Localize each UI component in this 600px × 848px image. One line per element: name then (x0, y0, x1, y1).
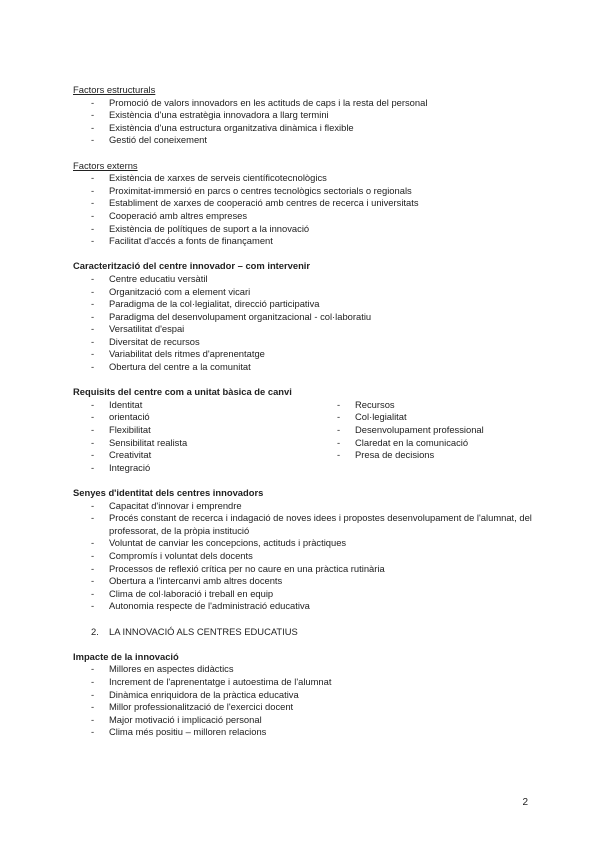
list-item: - Obertura del centre a la comunitat (73, 361, 533, 374)
section-characterization (73, 260, 533, 373)
list-item: - Creativitat (73, 449, 319, 462)
list-item: - Flexibilitat (73, 424, 319, 437)
list-item: - Centre educatiu versàtil (73, 273, 533, 286)
bullet-list-right (319, 399, 519, 475)
list-item: - Existència de polítiques de suport a la innovació (73, 223, 533, 236)
list-item: - Identitat (73, 399, 319, 412)
section-title: Requisits del centre com a unitat bàsica de canvi (73, 386, 292, 398)
section-title: Caracterització del centre innovador – com intervenir (73, 260, 311, 272)
list-item: - orientació (73, 411, 319, 424)
list-item: - Desenvolupament professional (319, 424, 519, 437)
list-item: - Organització com a element vicari (73, 286, 533, 299)
list-item: - Establiment de xarxes de cooperació amb centres de recerca i universitats (73, 197, 533, 210)
section-requirements (73, 386, 533, 474)
list-item: - Recursos (319, 399, 519, 412)
list-item: - Millores en aspectes didàctics (73, 663, 533, 676)
list-item: - Gestió del coneixement (73, 134, 533, 147)
numbered-heading (73, 626, 533, 639)
bullet-list (73, 663, 533, 739)
page-number: 2 (522, 797, 528, 808)
list-item: - Clima de col·laboració i treball en equip (73, 588, 533, 601)
section-title: Senyes d'identitat dels centres innovadors (73, 487, 264, 498)
list-item: - Cooperació amb altres empreses (73, 210, 533, 223)
list-item: - Integració (73, 462, 319, 475)
list-item: - Diversitat de recursos (73, 336, 533, 349)
list-item: - Increment de l'aprenentatge i autoestima de l'alumnat (73, 676, 533, 689)
two-column-list (73, 399, 533, 475)
list-item: - Dinàmica enriquidora de la pràctica educativa (73, 689, 533, 702)
list-item: - Procés constant de recerca i indagació de noves idees i propostes desenvolupament de l'alumnat, del professorat, de la pròpia institució (73, 512, 533, 537)
section-title: Impacte de la innovació (73, 650, 179, 662)
bullet-list (73, 172, 533, 248)
list-item: - Voluntat de canviar les concepcions, actituds i pràctiques (73, 537, 533, 550)
list-item: - Autonomia respecte de l'administració educativa (73, 600, 533, 613)
list-item: - Processos de reflexió crítica per no caure en una pràctica rutinària (73, 563, 533, 576)
section-title: Factors externs (73, 159, 138, 171)
list-item: - Claredat en la comunicació (319, 437, 519, 450)
bullet-list (73, 97, 533, 147)
section-title: Factors estructurals (73, 84, 156, 95)
list-item: - Facilitat d'accés a fonts de finançament (73, 235, 533, 248)
list-item: - Paradigma del desenvolupament organitzacional - col·laboratiu (73, 311, 533, 324)
list-item: - Major motivació i implicació personal (73, 714, 533, 727)
section-identity (73, 487, 533, 613)
list-item: - Existència de xarxes de serveis científicotecnològics (73, 172, 533, 185)
list-item: - Millor professionalització de l'exercici docent (73, 701, 533, 714)
list-item: - Existència d'una estratègia innovadora a llarg termini (73, 109, 533, 122)
list-item: - Versatilitat d'espai (73, 323, 533, 336)
list-item: - Presa de decisions (319, 449, 519, 462)
heading-label: LA INNOVACIÓ ALS CENTRES EDUCATIUS (109, 625, 298, 637)
list-item: - Capacitat d'innovar i emprendre (73, 500, 533, 513)
heading-number: 2. (91, 625, 99, 637)
bullet-list (73, 500, 533, 613)
list-item: - Col·legialitat (319, 411, 519, 424)
list-item: - Existència d'una estructura organitzativa dinàmica i flexible (73, 122, 533, 135)
list-item: - Proximitat-immersió en parcs o centres tecnològics sectorials o regionals (73, 185, 533, 198)
list-item: - Variabilitat dels ritmes d'aprenentatge (73, 348, 533, 361)
list-item: - Clima més positiu – milloren relacions (73, 726, 533, 739)
bullet-list (73, 273, 533, 374)
page-content (73, 84, 533, 751)
section-impact (73, 651, 533, 739)
section-structural-factors (73, 84, 533, 147)
list-item: - Promoció de valors innovadors en les actituds de caps i la resta del personal (73, 97, 533, 110)
list-item: - Sensibilitat realista (73, 437, 319, 450)
bullet-list-left (73, 399, 319, 475)
list-item: - Compromís i voluntat dels docents (73, 550, 533, 563)
section-external-factors (73, 160, 533, 248)
list-item: - Obertura a l'intercanvi amb altres docents (73, 575, 533, 588)
list-item: - Paradigma de la col·legialitat, direcció participativa (73, 298, 533, 311)
